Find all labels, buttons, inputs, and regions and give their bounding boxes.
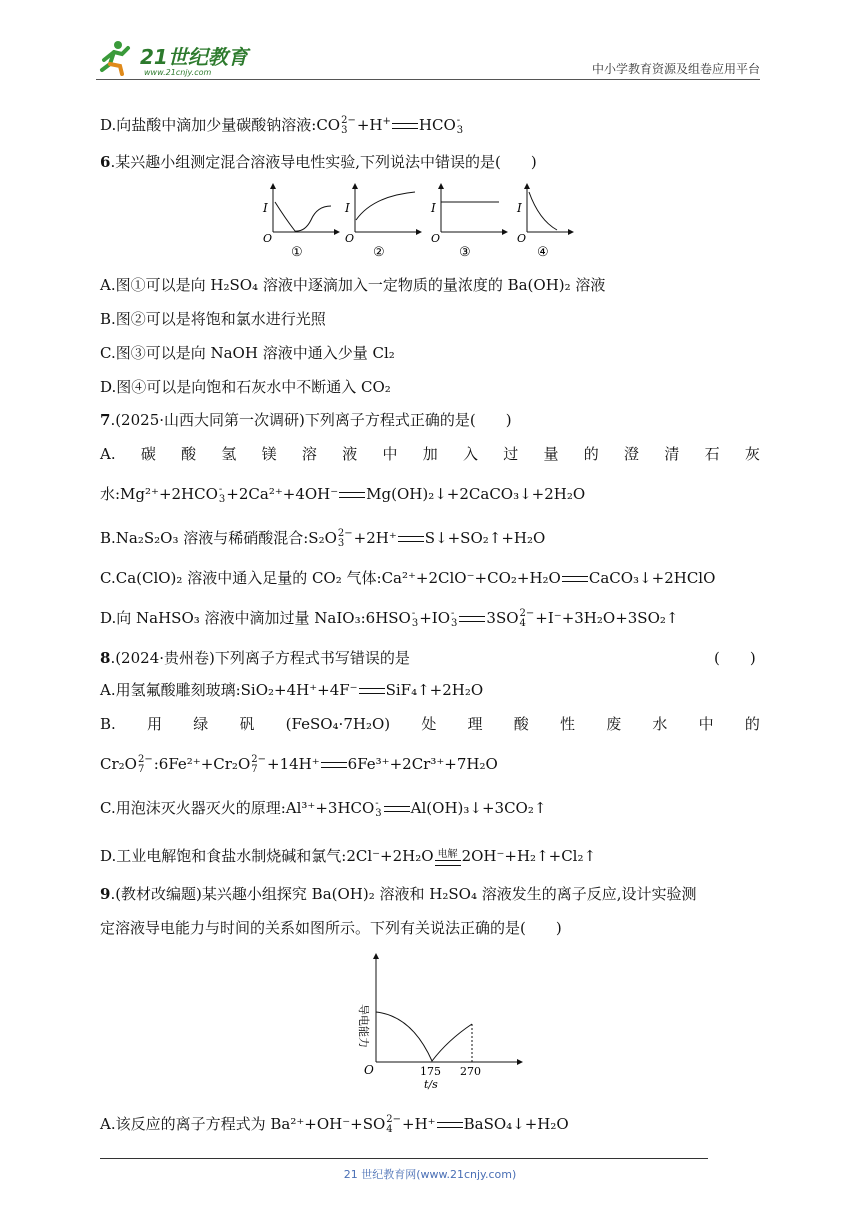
q8-stem: 8.(2024·贵州卷)下列离子方程式书写错误的是 (100, 649, 410, 667)
graph-1 (262, 186, 337, 260)
q9-stem-line1: 9.(教材改编题)某兴趣小组探究 Ba(OH)₂ 溶液和 H₂SO₄ 溶液发生的离子反应,设计实验测 (100, 885, 697, 903)
graph-2 (344, 186, 419, 260)
tick-270: 270 (460, 1065, 481, 1078)
q7-option-d: D.向 NaHSO₃ 溶液中滴加过量 NaIO₃:6HSO - 3 +IO - 3 3SO 2− 4 +I⁻+3H₂O+3SO₂↑ (100, 608, 679, 629)
y-axis-label: 导电能力 (357, 1004, 370, 1048)
q8-option-b-line2: Cr₂O 2− 7 :6Fe²⁺+Cr₂O 2− 7 +14H⁺ 6Fe³⁺+2Cr³⁺+7H₂O (100, 754, 498, 775)
graph-3 (430, 186, 505, 260)
runner-icon (102, 41, 128, 74)
origin-label: O (364, 1063, 374, 1077)
q7-stem: 7.(2025·山西大同第一次调研)下列离子方程式正确的是( ) (100, 411, 512, 429)
q6-stem: 6.某兴趣小组测定混合溶液导电性实验,下列说法中错误的是( ) (100, 153, 537, 171)
q7-option-b: B.Na₂S₂O₃ 溶液与稀硝酸混合:S₂O 2− 3 +2H⁺ S↓+SO₂↑+H₂O (100, 528, 546, 549)
svg-text:www.21cnjy.com: www.21cnjy.com (144, 68, 212, 77)
q8-option-d: D.工业电解饱和食盐水制烧碱和氯气:2Cl⁻+2H₂O 电解 2OH⁻+H₂↑+Cl₂↑ (100, 847, 597, 865)
svg-text:I: I (517, 201, 522, 215)
q5-option-d: D.向盐酸中滴加少量碳酸钠溶液:CO 2− 3 +H+ HCO - 3 (100, 115, 464, 136)
svg-text:O: O (431, 232, 441, 245)
svg-text:④: ④ (537, 245, 549, 260)
svg-text:O: O (263, 232, 273, 245)
tick-175: 175 (420, 1065, 441, 1078)
footer-divider (100, 1158, 708, 1159)
footer-link[interactable]: 21 世纪教育网(www.21cnjy.com) (343, 1168, 517, 1181)
q6-option-d: D.图④可以是向饱和石灰水中不断通入 CO₂ (100, 378, 391, 396)
q8-answer-bracket: ( ) (714, 649, 756, 667)
svg-text:I: I (263, 201, 268, 215)
platform-label: 中小学教育资源及组卷应用平台 (591, 62, 760, 76)
q7-option-a-line1: A. 碳 酸 氢 镁 溶 液 中 加 入 过 量 的 澄 清 石 灰 (100, 445, 760, 463)
site-logo (96, 38, 266, 82)
svg-text:O: O (517, 232, 527, 245)
q6-option-b: B.图②可以是将饱和氯水进行光照 (100, 310, 326, 328)
svg-text:O: O (345, 232, 355, 245)
svg-text:③: ③ (459, 245, 471, 260)
q7-option-a-line2: 水:Mg²⁺+2HCO - 3 +2Ca²⁺+4OH⁻ Mg(OH)₂↓+2CaCO₃↓+2H₂O (100, 484, 586, 505)
q7-option-c: C.Ca(ClO)₂ 溶液中通入足量的 CO₂ 气体:Ca²⁺+2ClO⁻+CO₂+H₂O CaCO₃↓+2HClO (100, 569, 716, 587)
q9-conductivity-chart (352, 950, 532, 1099)
conductivity-curve (376, 1012, 472, 1061)
q6-option-c: C.图③可以是向 NaOH 溶液中通入少量 Cl₂ (100, 344, 395, 362)
q8-option-c: C.用泡沫灭火器灭火的原理:Al³⁺+3HCO - 3 Al(OH)₃↓+3CO₂↑ (100, 798, 547, 819)
header-divider (96, 79, 760, 80)
svg-text:I: I (345, 201, 350, 215)
svg-text:②: ② (373, 245, 385, 260)
q9-option-a: A.该反应的离子方程式为 Ba²⁺+OH⁻+SO 2− 4 +H⁺ BaSO₄↓+H₂O (100, 1114, 569, 1135)
q6-graphs (255, 180, 575, 264)
q8-option-b-line1: B. 用 绿 矾 (FeSO₄·7H₂O) 处 理 酸 性 废 水 中 的 (100, 715, 760, 733)
x-axis-label: t/s (424, 1078, 438, 1091)
graph-4 (516, 186, 571, 260)
svg-text:21世纪教育: 21世纪教育 (140, 45, 248, 69)
q9-stem-line2: 定溶液导电能力与时间的关系如图所示。下列有关说法正确的是( ) (100, 919, 562, 937)
svg-text:①: ① (291, 245, 303, 260)
q6-option-a: A.图①可以是向 H₂SO₄ 溶液中逐滴加入一定物质的量浓度的 Ba(OH)₂ 溶液 (100, 276, 606, 294)
q8-option-a: A.用氢氟酸雕刻玻璃:SiO₂+4H⁺+4F⁻ SiF₄↑+2H₂O (100, 681, 484, 699)
svg-text:I: I (431, 201, 436, 215)
